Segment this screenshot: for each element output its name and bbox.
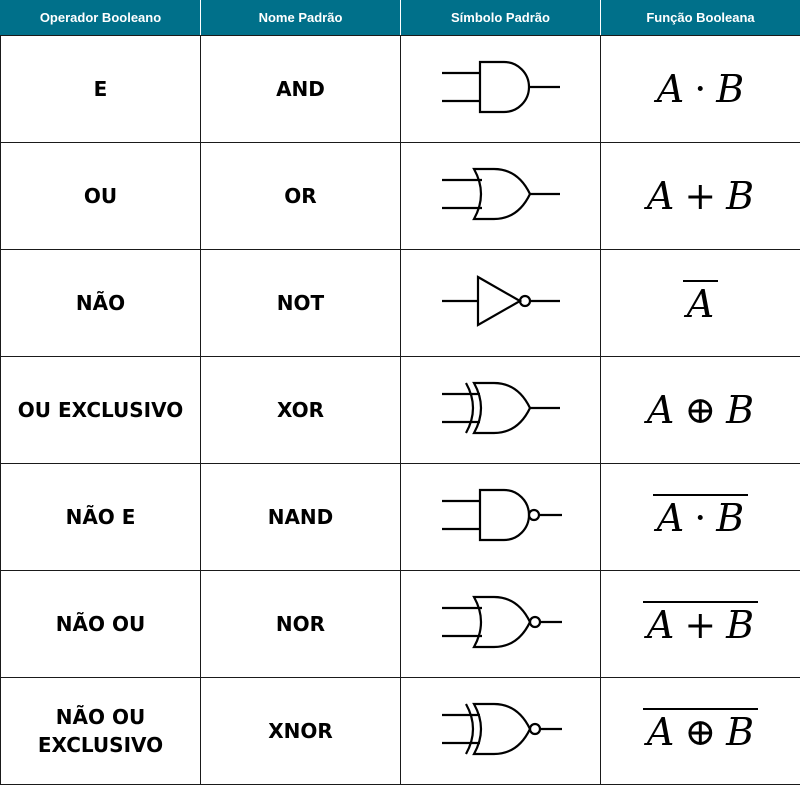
operator-symbol: · bbox=[694, 496, 706, 540]
name-cell: XNOR bbox=[201, 677, 401, 784]
symbol-cell bbox=[401, 35, 601, 142]
not-gate-icon bbox=[436, 273, 566, 333]
operand-a: A bbox=[647, 603, 674, 647]
boolean-expression bbox=[647, 388, 754, 432]
symbol-cell bbox=[401, 249, 601, 356]
name-cell: NAND bbox=[201, 463, 401, 570]
table-row-nand bbox=[1, 463, 800, 570]
header-operator: Operador Booleano bbox=[1, 0, 201, 35]
operand-a: A bbox=[657, 496, 684, 540]
boolean-expression-negated bbox=[683, 280, 718, 324]
operator-cell: NÃO bbox=[1, 249, 201, 356]
function-cell bbox=[601, 570, 800, 677]
table-row-xnor bbox=[1, 677, 800, 784]
boolean-expression-negated bbox=[653, 494, 748, 538]
operand-a: A bbox=[657, 67, 684, 111]
boolean-expression bbox=[647, 174, 754, 218]
function-cell bbox=[601, 249, 800, 356]
and-gate-icon bbox=[436, 59, 566, 119]
operand-b: B bbox=[726, 603, 754, 647]
table-row-and bbox=[1, 35, 800, 142]
operator-cell: NÃO OU bbox=[1, 570, 201, 677]
operand-a: A bbox=[647, 174, 674, 218]
symbol-cell bbox=[401, 570, 601, 677]
symbol-cell bbox=[401, 142, 601, 249]
operator-symbol: + bbox=[684, 603, 716, 647]
name-cell: XOR bbox=[201, 356, 401, 463]
table-row-xor bbox=[1, 356, 800, 463]
name-cell: OR bbox=[201, 142, 401, 249]
header-function: Função Booleana bbox=[601, 0, 800, 35]
operand-b: B bbox=[726, 710, 754, 754]
operator-cell: NÃO E bbox=[1, 463, 201, 570]
operator-symbol: · bbox=[694, 67, 706, 111]
function-cell bbox=[601, 463, 800, 570]
name-cell: NOT bbox=[201, 249, 401, 356]
or-gate-icon bbox=[436, 166, 566, 226]
operator-symbol: ⊕ bbox=[684, 710, 716, 754]
table-row-or bbox=[1, 142, 800, 249]
operand-b: B bbox=[716, 67, 744, 111]
boolean-expression-negated bbox=[643, 708, 758, 752]
operator-cell: OU EXCLUSIVO bbox=[1, 356, 201, 463]
operator-cell: NÃO OU EXCLUSIVO bbox=[1, 677, 201, 784]
nor-gate-icon bbox=[436, 594, 566, 654]
boolean-expression bbox=[657, 67, 744, 111]
operator-cell: OU bbox=[1, 142, 201, 249]
operator-symbol: + bbox=[684, 174, 716, 218]
function-cell bbox=[601, 142, 800, 249]
operator-cell: E bbox=[1, 35, 201, 142]
function-cell bbox=[601, 35, 800, 142]
operand-a: A bbox=[687, 282, 714, 326]
nand-gate-icon bbox=[436, 487, 566, 547]
function-cell bbox=[601, 677, 800, 784]
boolean-expression-negated bbox=[643, 601, 758, 645]
operand-b: B bbox=[716, 496, 744, 540]
xnor-gate-icon bbox=[436, 701, 566, 761]
operand-a: A bbox=[647, 388, 674, 432]
header-name: Nome Padrão bbox=[201, 0, 401, 35]
name-cell: AND bbox=[201, 35, 401, 142]
operand-a: A bbox=[647, 710, 674, 754]
operand-b: B bbox=[726, 388, 754, 432]
operand-b: B bbox=[726, 174, 754, 218]
operator-symbol: ⊕ bbox=[684, 388, 716, 432]
symbol-cell bbox=[401, 677, 601, 784]
name-cell: NOR bbox=[201, 570, 401, 677]
table-row-nor bbox=[1, 570, 800, 677]
table-row-not bbox=[1, 249, 800, 356]
xor-gate-icon bbox=[436, 380, 566, 440]
header-symbol: Símbolo Padrão bbox=[401, 0, 601, 35]
header-row bbox=[1, 0, 800, 35]
function-cell bbox=[601, 356, 800, 463]
symbol-cell bbox=[401, 356, 601, 463]
symbol-cell bbox=[401, 463, 601, 570]
